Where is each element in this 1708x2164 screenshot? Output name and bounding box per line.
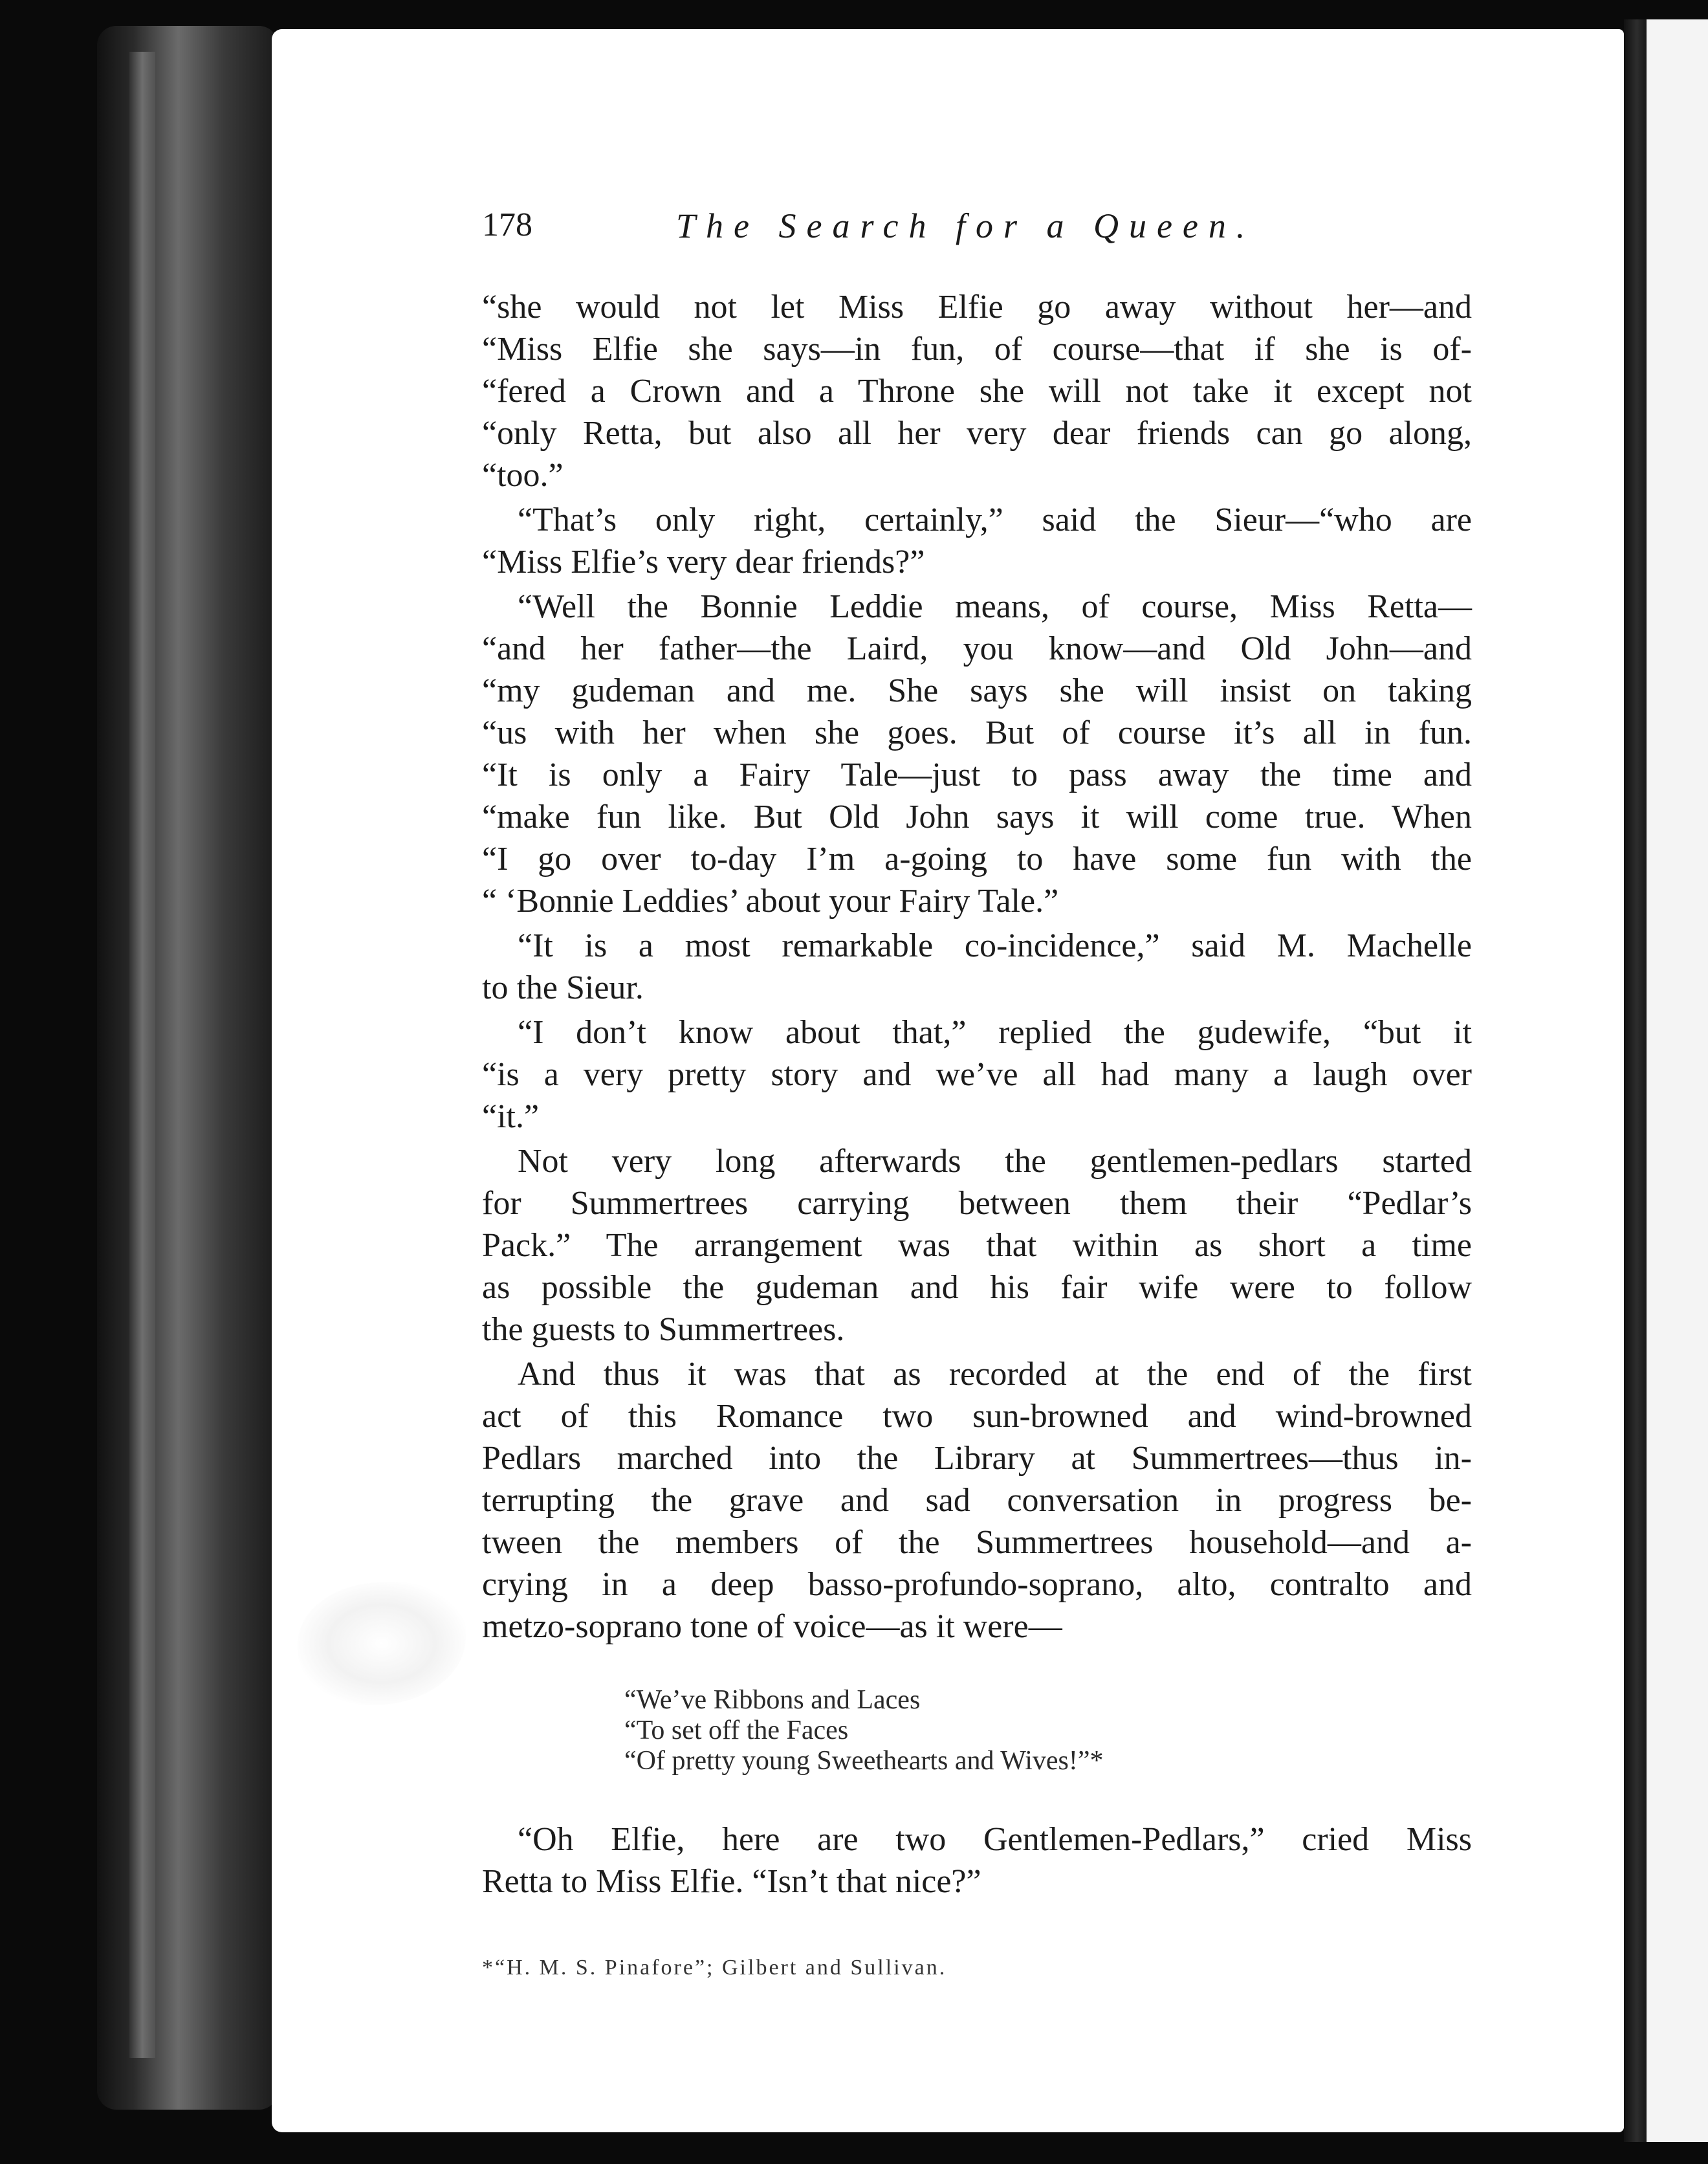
verse-line: “Of pretty young Sweethearts and Wives!”* — [624, 1746, 1104, 1776]
body-text — [482, 286, 1472, 1648]
text-line: “is a very pretty story and we’ve all had many a laugh over — [482, 1056, 1472, 1093]
closing-paragraph — [482, 1818, 1472, 1903]
text-line: “Well the Bonnie Leddie means, of course, Miss Retta— — [518, 588, 1472, 625]
text-line: Pedlars marched into the Library at Summertrees—thus in- — [482, 1440, 1472, 1477]
page-number: 178 — [482, 206, 532, 243]
text-line: “us with her when she goes. But of course it’s all in fun. — [482, 714, 1472, 751]
text-line: “ ‘Bonnie Leddies’ about your Fairy Tale.” — [482, 883, 1059, 920]
text-line: “That’s only right, certainly,” said the Sieur—“who are — [518, 502, 1472, 538]
text-line: And thus it was that as recorded at the end of the first — [518, 1356, 1472, 1393]
text-line: metzo-soprano tone of voice—as it were— — [482, 1608, 1062, 1645]
text-line: “I go over to-day I’m a-going to have some fun with the — [482, 841, 1472, 878]
text-line: for Summertrees carrying between them their “Pedlar’s — [482, 1185, 1472, 1222]
text-line: as possible the gudeman and his fair wife were to follow — [482, 1269, 1472, 1306]
verse-line: “We’ve Ribbons and Laces — [624, 1685, 921, 1715]
paragraph — [482, 1353, 1472, 1648]
paragraph — [482, 499, 1472, 583]
paragraph — [482, 586, 1472, 922]
paragraph — [482, 925, 1472, 1009]
text-line: “my gudeman and me. She says she will insist on taking — [482, 672, 1472, 709]
text-line: “I don’t know about that,” replied the gudewife, “but it — [518, 1014, 1472, 1051]
text-line: tween the members of the Summertrees household—and a- — [482, 1524, 1472, 1561]
text-line: Not very long afterwards the gentlemen-pedlars started — [518, 1143, 1472, 1180]
text-line: “make fun like. But Old John says it will come true. When — [482, 799, 1472, 835]
text-line: the guests to Summertrees. — [482, 1311, 845, 1348]
paper-stain — [298, 1582, 466, 1705]
text-line: “It is a most remarkable co-incidence,” said M. Machelle — [518, 927, 1472, 964]
running-title: The Search for a Queen. — [676, 206, 1256, 245]
book-binding — [97, 26, 278, 2110]
paragraph — [482, 286, 1472, 496]
paragraph — [482, 1011, 1472, 1138]
text-line: “fered a Crown and a Throne she will not take it except not — [482, 373, 1472, 410]
verse-line: “To set off the Faces — [624, 1716, 849, 1745]
text-line: “Oh Elfie, here are two Gentlemen-Pedlars,” cried Miss — [518, 1821, 1472, 1858]
text-line: “it.” — [482, 1098, 540, 1135]
text-line: “only Retta, but also all her very dear friends can go along, — [482, 415, 1472, 452]
text-line: Retta to Miss Elfie. “Isn’t that nice?” — [482, 1863, 981, 1900]
text-line: “Miss Elfie’s very dear friends?” — [482, 544, 925, 580]
text-line: “too.” — [482, 457, 564, 494]
binding-highlight — [129, 52, 155, 2058]
paragraph — [482, 1140, 1472, 1351]
text-line: terrupting the grave and sad conversation in progress be- — [482, 1482, 1472, 1519]
text-line: “and her father—the Laird, you know—and Old John—and — [482, 630, 1472, 667]
page-header — [482, 206, 1472, 258]
text-line: “she would not let Miss Elfie go away without her—and — [482, 289, 1472, 326]
text-line: “Miss Elfie she says—in fun, of course—that if she is of- — [482, 331, 1472, 368]
text-line: Pack.” The arrangement was that within as short a time — [482, 1227, 1472, 1264]
verse-quotation — [624, 1685, 1401, 1776]
footnote: *“H. M. S. Pinafore”; Gilbert and Sullivan. — [482, 1956, 947, 1980]
text-line: crying in a deep basso-profundo-soprano, alto, contralto and — [482, 1566, 1472, 1603]
text-line: act of this Romance two sun-browned and wind-browned — [482, 1398, 1472, 1435]
text-line: to the Sieur. — [482, 969, 644, 1006]
text-line: “It is only a Fairy Tale—just to pass away the time and — [482, 756, 1472, 793]
next-page-edge — [1647, 19, 1708, 2142]
right-gutter — [1624, 19, 1650, 2142]
